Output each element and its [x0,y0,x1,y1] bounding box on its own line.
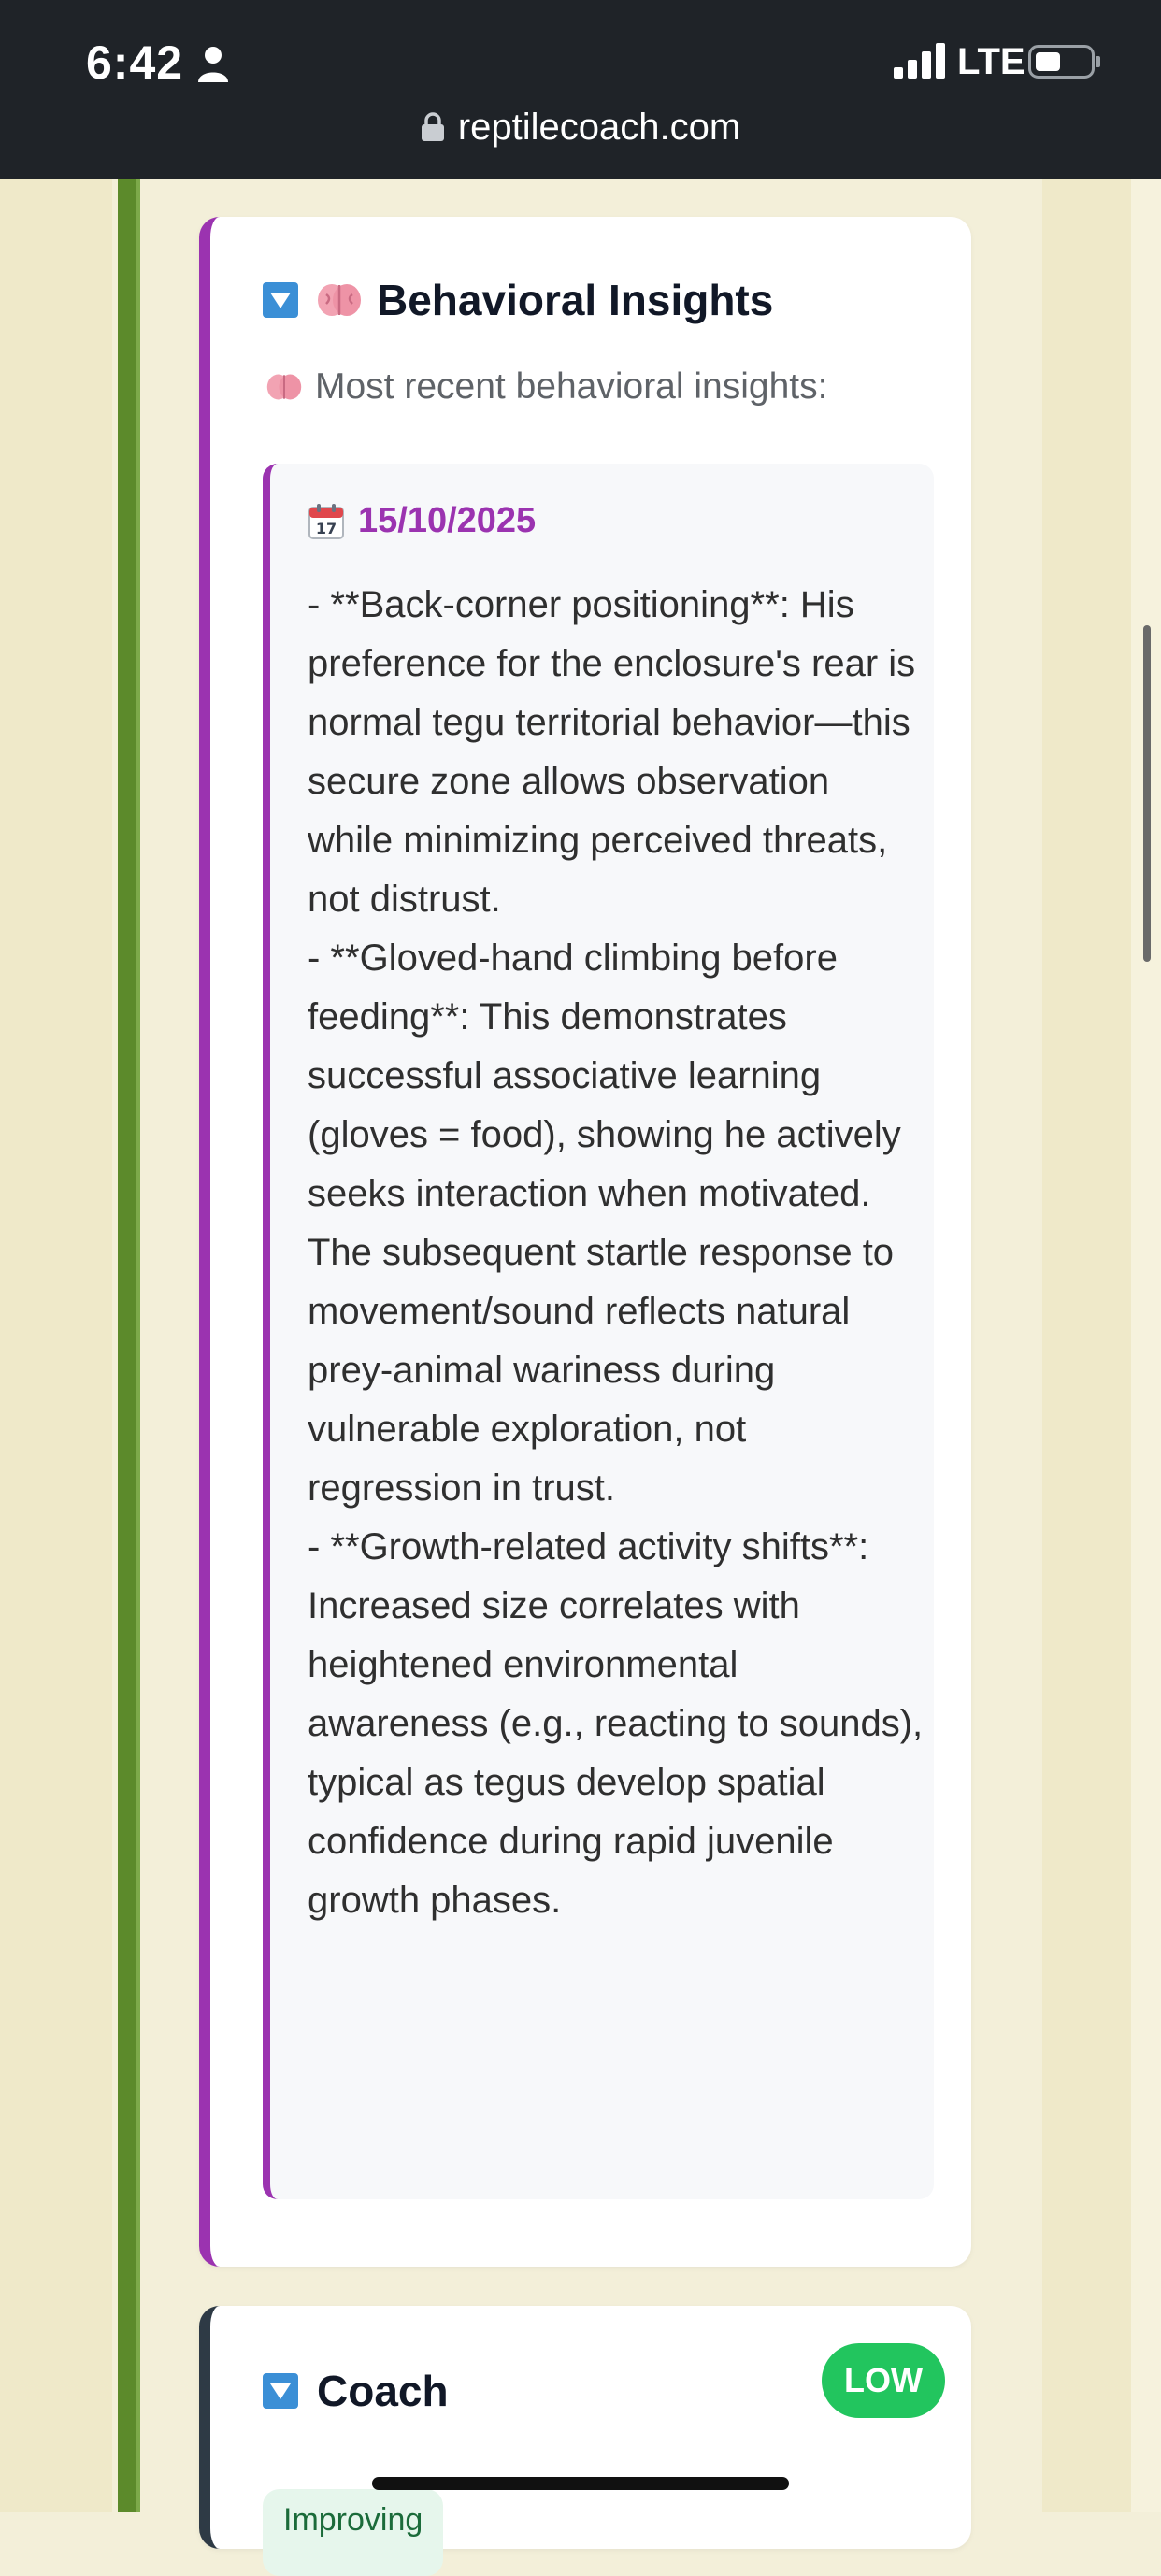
brain-icon [317,281,362,319]
background-band [0,179,112,2512]
behavioral-insights-card [199,217,971,2267]
address-bar[interactable] [0,107,1161,149]
battery-icon [1028,45,1101,79]
section-subtitle [266,366,827,408]
home-indicator[interactable] [372,2477,789,2490]
entry-date-text: 15/10/2025 [358,501,537,540]
subtitle-text: Most recent behavioral insights: [315,366,828,407]
person-icon [196,45,230,82]
card-title: Coach [317,2367,449,2415]
card-title: Behavioral Insights [377,276,774,324]
timeline-line-highlight [136,179,140,2512]
status-time: 6:42 [86,36,184,89]
lock-icon [421,112,445,142]
insight-entry [263,464,934,2199]
coach-card [199,2306,971,2549]
card-header[interactable] [263,2366,449,2416]
card-header[interactable] [263,275,773,325]
network-label: LTE [957,41,1025,82]
brain-icon [266,372,302,402]
signal-icon [894,43,946,79]
page-content [0,179,1161,2538]
background-band [1131,179,1161,2512]
triangle-down-icon[interactable] [263,282,298,318]
svg-text:17: 17 [315,519,337,537]
entry-date [308,501,536,541]
status-chip: Improving [263,2489,443,2576]
entry-text: - **Back-corner positioning**: His preference for the enclosure's rear is normal tegu territorial behavior—this secure zone allows observation while minimizing perceived threats, not distrust. - **Gloved-hand climbing before feeding**: This demonstrates successful associative learning (gloves = food), showing he actively seeks interaction when motivated. The subsequent startle response to movement/sound reflects natural prey-animal wariness during vulnerable exploration, not regression in trust. - **Growth-related activity shifts**: Increased size correlates with heightened environmental awareness (e.g., reacting to sounds), typical as tegus develop spatial confidence during rapid juvenile growth phases. [308,584,924,1921]
scrollbar[interactable] [1143,625,1151,962]
priority-badge: LOW [822,2343,945,2418]
triangle-down-icon[interactable] [263,2373,298,2409]
url-text: reptilecoach.com [457,107,741,148]
status-bar [0,0,1161,179]
calendar-icon [308,503,345,540]
